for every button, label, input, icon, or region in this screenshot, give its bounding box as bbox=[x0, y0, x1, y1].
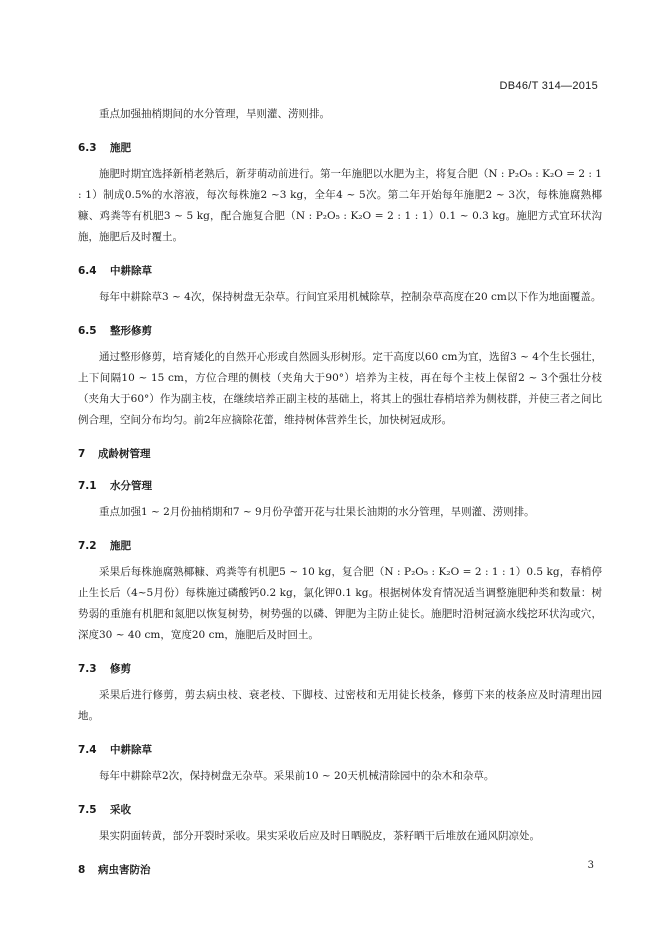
section-title: 施肥 bbox=[110, 540, 131, 552]
section-number: 6.3 bbox=[78, 142, 97, 154]
section-title: 修剪 bbox=[110, 663, 131, 675]
paragraph: 果实阴面转黄，部分开裂时采收。果实采收后应及时日晒脱皮，茶籽晒干后堆放在通风阴凉处。 bbox=[99, 830, 540, 842]
section-number: 7.2 bbox=[78, 540, 97, 552]
paragraph: 施肥时期宜选择新梢老熟后，新芽萌动前进行。第一年施肥以水肥为主，将复合肥（N : P₂O₅ : K₂O = 2 : 1 : 1）制成0.5%的水溶液，每次每株施2 ~3 kg，全年4 ~ 5次。第二年开始每年施肥2 ~ 3次，每株施腐熟椰糠、鸡粪等有机肥3 ~ 5 kg，配合施复合肥（N : P₂O₅ : K₂O = 2 : 1 : 1）0.1 ~ 0.3 kg。施肥方式宜环状沟施，施肥后及时覆土。 bbox=[78, 168, 602, 243]
section-heading-7-3 bbox=[78, 660, 602, 678]
page-body bbox=[78, 104, 602, 893]
section-heading-6-3 bbox=[78, 139, 602, 157]
section-heading-7-1 bbox=[78, 477, 602, 495]
page-number: 3 bbox=[587, 860, 594, 871]
chapter-number: 8 bbox=[78, 864, 86, 876]
section-number: 7.4 bbox=[78, 744, 97, 756]
section-title: 整形修剪 bbox=[110, 325, 152, 337]
section-heading-7-2 bbox=[78, 537, 602, 555]
section-number: 7.3 bbox=[78, 663, 97, 675]
paragraph: 每年中耕除草2次，保持树盘无杂草。采果前10 ~ 20天机械清除园中的杂木和杂草。 bbox=[99, 770, 495, 782]
section-heading-7-5 bbox=[78, 801, 602, 819]
chapter-title: 成龄树管理 bbox=[98, 448, 151, 460]
chapter-title: 病虫害防治 bbox=[98, 864, 151, 876]
section-number: 6.5 bbox=[78, 325, 97, 337]
section-number: 7.1 bbox=[78, 480, 97, 492]
section-heading-7-4 bbox=[78, 741, 602, 759]
section-number: 6.4 bbox=[78, 265, 97, 277]
section-heading-6-5 bbox=[78, 322, 602, 340]
paragraph: 采果后每株施腐熟椰糠、鸡粪等有机肥5 ~ 10 kg，复合肥（N : P₂O₅ : K₂O = 2 : 1 : 1）0.5 kg，春梢停止生长后（4~5月份）每株施过磷酸钙0.2 kg，氯化钾0.1 kg。根据树体发育情况适当调整施肥种类和数量：树势弱的重施有机肥和氮肥以恢复树势，树势强的以磷、钾肥为主防止徒长。施肥时沿树冠滴水线挖环状沟或穴，深度30 ~ 40 cm，宽度20 cm，施肥后及时回土。 bbox=[78, 566, 602, 641]
section-title: 中耕除草 bbox=[110, 265, 152, 277]
section-title: 水分管理 bbox=[110, 480, 152, 492]
paragraph: 每年中耕除草3 ~ 4次，保持树盘无杂草。行间宜采用机械除草，控制杂草高度在20 cm以下作为地面覆盖。 bbox=[99, 291, 602, 303]
document-id-header: DB46/T 314—2015 bbox=[499, 80, 598, 92]
paragraph: 通过整形修剪，培育矮化的自然开心形或自然圆头形树形。定干高度以60 cm为宜，选留3 ~ 4个生长强壮，上下间隔10 ~ 15 cm，方位合理的侧枝（夹角大于90°）培养为主枝，再在每个主枝上保留2 ~ 3个强壮分枝（夹角大于60°）作为副主枝，在继续培养正副主枝的基础上，将其上的强壮春梢培养为侧枝群，并使三者之间比例合理，空间分布均匀。前2年应摘除花蕾，维持树体营养生长，加快树冠成形。 bbox=[78, 351, 602, 426]
section-heading-6-4 bbox=[78, 262, 602, 280]
paragraph: 重点加强1 ~ 2月份抽梢期和7 ~ 9月份孕蕾开花与壮果长油期的水分管理，旱则灌、涝则排。 bbox=[99, 506, 535, 518]
section-title: 采收 bbox=[110, 804, 131, 816]
paragraph: 重点加强抽梢期间的水分管理，旱则灌、涝则排。 bbox=[99, 108, 330, 120]
chapter-heading-7 bbox=[78, 445, 602, 463]
chapter-heading-8 bbox=[78, 861, 602, 879]
section-title: 中耕除草 bbox=[110, 744, 152, 756]
chapter-number: 7 bbox=[78, 448, 86, 460]
section-number: 7.5 bbox=[78, 804, 97, 816]
paragraph: 采果后进行修剪，剪去病虫枝、衰老枝、下脚枝、过密枝和无用徒长枝条，修剪下来的枝条应及时清理出园地。 bbox=[78, 689, 602, 722]
section-title: 施肥 bbox=[110, 142, 131, 154]
